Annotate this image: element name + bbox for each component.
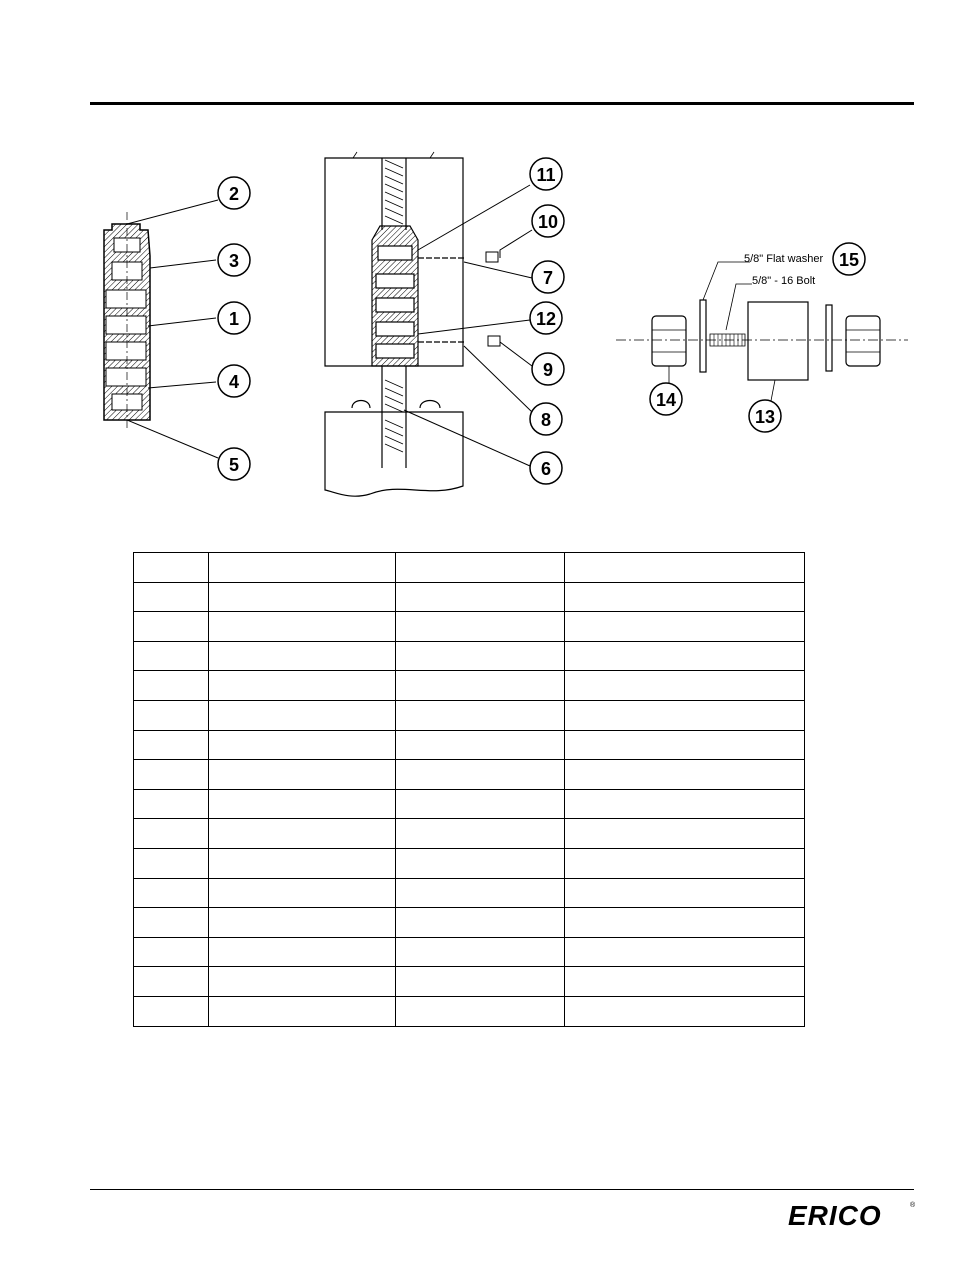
table-cell (209, 760, 396, 790)
callout-10: 10 (537, 212, 559, 232)
table-cell (134, 553, 209, 583)
table-row (134, 641, 805, 671)
table-cell (134, 848, 209, 878)
table-cell (209, 730, 396, 760)
table-cell (209, 553, 396, 583)
bolt-note: 5/8" - 16 Bolt (752, 275, 816, 287)
table-cell (565, 789, 805, 819)
erico-logo (788, 1200, 918, 1232)
table-row (134, 789, 805, 819)
table-cell (134, 937, 209, 967)
table-cell (134, 878, 209, 908)
callout-14: 14 (655, 390, 677, 410)
table-cell (209, 641, 396, 671)
table-cell (565, 996, 805, 1026)
table-cell (565, 582, 805, 612)
table-cell (565, 700, 805, 730)
table-cell (209, 908, 396, 938)
callout-8: 8 (540, 410, 552, 430)
header-rule (90, 102, 914, 105)
table-cell (396, 789, 565, 819)
table-row (134, 582, 805, 612)
table-cell (134, 700, 209, 730)
table-row (134, 908, 805, 938)
table-cell (134, 967, 209, 997)
table-cell (565, 553, 805, 583)
table-cell (134, 908, 209, 938)
leader-lines-middle (404, 185, 532, 466)
table-cell (396, 671, 565, 701)
table-cell (209, 700, 396, 730)
washer-note: 5/8" Flat washer (744, 253, 824, 265)
table-row (134, 553, 805, 583)
table-cell (396, 967, 565, 997)
table-row (134, 700, 805, 730)
table-cell (565, 967, 805, 997)
table-cell (134, 612, 209, 642)
callout-5: 5 (228, 455, 240, 475)
table-cell (209, 819, 396, 849)
table-cell (209, 848, 396, 878)
coupler-sleeve (104, 212, 150, 430)
table-cell (565, 908, 805, 938)
assembly-drawing (0, 140, 954, 510)
table-cell (565, 612, 805, 642)
table-cell (396, 700, 565, 730)
table-cell (209, 612, 396, 642)
table-cell (209, 967, 396, 997)
table-cell (134, 671, 209, 701)
table-row (134, 612, 805, 642)
table-cell (565, 878, 805, 908)
table-cell (396, 760, 565, 790)
table-cell (396, 553, 565, 583)
table-cell (396, 937, 565, 967)
table-cell (396, 848, 565, 878)
table-cell (134, 582, 209, 612)
table-row (134, 760, 805, 790)
table-cell (565, 848, 805, 878)
table-cell (565, 937, 805, 967)
callout-12: 12 (535, 309, 557, 329)
table-cell (134, 996, 209, 1026)
splice-assembly (325, 152, 464, 496)
callout-11: 11 (536, 165, 556, 185)
footer-rule (90, 1189, 914, 1190)
table-cell (396, 908, 565, 938)
table-row (134, 848, 805, 878)
table-cell (209, 789, 396, 819)
table-row (134, 937, 805, 967)
table-cell (565, 760, 805, 790)
table-cell (209, 937, 396, 967)
table-cell (209, 582, 396, 612)
table-cell (565, 819, 805, 849)
table-cell (396, 641, 565, 671)
table-cell (396, 996, 565, 1026)
callout-7: 7 (542, 268, 554, 288)
table-cell (134, 641, 209, 671)
callout-3: 3 (228, 251, 240, 271)
table-cell (565, 671, 805, 701)
table-cell (396, 730, 565, 760)
table-row (134, 819, 805, 849)
callout-15: 15 (838, 250, 860, 270)
table-cell (396, 582, 565, 612)
table-row (134, 967, 805, 997)
table-cell (396, 878, 565, 908)
callout-6: 6 (540, 459, 552, 479)
table-cell (134, 789, 209, 819)
table-cell (209, 878, 396, 908)
table-cell (396, 819, 565, 849)
table-cell (565, 641, 805, 671)
table-cell (134, 730, 209, 760)
table-cell (396, 612, 565, 642)
callout-13: 13 (754, 407, 776, 427)
callout-4: 4 (228, 372, 240, 392)
table-cell (209, 996, 396, 1026)
table-cell (134, 819, 209, 849)
logo-text: ERICO (788, 1200, 882, 1231)
table-row (134, 996, 805, 1026)
table-cell (134, 760, 209, 790)
table-cell (565, 730, 805, 760)
table-row (134, 878, 805, 908)
registered-mark: ® (910, 1202, 916, 1209)
callout-2: 2 (228, 184, 240, 204)
table-row (134, 671, 805, 701)
parts-table (133, 552, 805, 1027)
bolt-assembly (616, 300, 908, 380)
callout-1: 1 (228, 309, 240, 329)
table-cell (209, 671, 396, 701)
callout-9: 9 (542, 360, 554, 380)
table-row (134, 730, 805, 760)
